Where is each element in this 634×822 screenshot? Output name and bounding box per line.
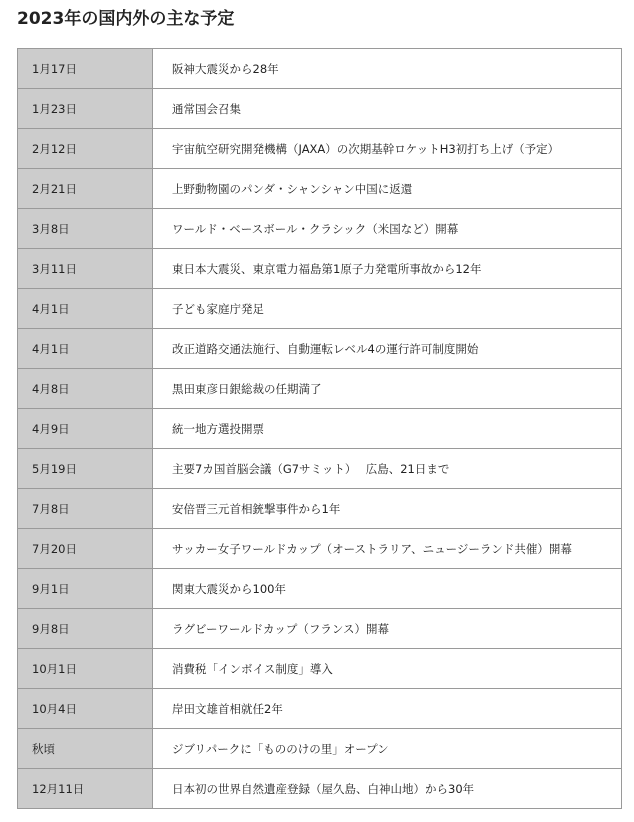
table-row: [18, 769, 622, 809]
table-row: [18, 409, 622, 449]
event-cell: ラグビーワールドカップ（フランス）開幕: [153, 609, 622, 649]
event-cell: 通常国会召集: [153, 89, 622, 129]
date-cell: 2月21日: [18, 169, 153, 209]
date-cell: 7月20日: [18, 529, 153, 569]
date-cell: 4月9日: [18, 409, 153, 449]
date-cell: 4月1日: [18, 289, 153, 329]
date-cell: 7月8日: [18, 489, 153, 529]
date-cell: 1月23日: [18, 89, 153, 129]
table-row: [18, 449, 622, 489]
event-cell: 統一地方選投開票: [153, 409, 622, 449]
table-row: [18, 569, 622, 609]
event-cell: 日本初の世界自然遺産登録（屋久島、白神山地）から30年: [153, 769, 622, 809]
event-cell: 宇宙航空研究開発機構（JAXA）の次期基幹ロケットH3初打ち上げ（予定）: [153, 129, 622, 169]
table-row: [18, 529, 622, 569]
event-cell: 関東大震災から100年: [153, 569, 622, 609]
event-cell: 安倍晋三元首相銃撃事件から1年: [153, 489, 622, 529]
table-row: [18, 729, 622, 769]
table-row: [18, 249, 622, 289]
date-cell: 5月19日: [18, 449, 153, 489]
date-cell: 10月1日: [18, 649, 153, 689]
event-cell: ワールド・ベースボール・クラシック（米国など）開幕: [153, 209, 622, 249]
event-cell: 主要7カ国首脳会議（G7サミット） 広島、21日まで: [153, 449, 622, 489]
date-cell: 12月11日: [18, 769, 153, 809]
event-cell: 消費税「インボイス制度」導入: [153, 649, 622, 689]
date-cell: 2月12日: [18, 129, 153, 169]
table-row: [18, 609, 622, 649]
event-cell: 子ども家庭庁発足: [153, 289, 622, 329]
event-cell: 阪神大震災から28年: [153, 49, 622, 89]
date-cell: 3月8日: [18, 209, 153, 249]
date-cell: 9月8日: [18, 609, 153, 649]
date-cell: 1月17日: [18, 49, 153, 89]
date-cell: 4月1日: [18, 329, 153, 369]
page-title: 2023年の国内外の主な予定: [17, 9, 235, 29]
table-row: [18, 89, 622, 129]
table-row: [18, 369, 622, 409]
event-cell: ジブリパークに「もののけの里」オープン: [153, 729, 622, 769]
table-row: [18, 689, 622, 729]
table-row: [18, 289, 622, 329]
event-cell: 東日本大震災、東京電力福島第1原子力発電所事故から12年: [153, 249, 622, 289]
table-row: [18, 129, 622, 169]
table-row: [18, 649, 622, 689]
event-cell: 上野動物園のパンダ・シャンシャン中国に返還: [153, 169, 622, 209]
date-cell: 3月11日: [18, 249, 153, 289]
date-cell: 秋頃: [18, 729, 153, 769]
schedule-table: [17, 48, 622, 809]
date-cell: 9月1日: [18, 569, 153, 609]
event-cell: 岸田文雄首相就任2年: [153, 689, 622, 729]
table-row: [18, 329, 622, 369]
table-row: [18, 489, 622, 529]
table-row: [18, 49, 622, 89]
table-row: [18, 209, 622, 249]
date-cell: 10月4日: [18, 689, 153, 729]
event-cell: サッカー女子ワールドカップ（オーストラリア、ニュージーランド共催）開幕: [153, 529, 622, 569]
event-cell: 改正道路交通法施行、自動運転レベル4の運行許可制度開始: [153, 329, 622, 369]
date-cell: 4月8日: [18, 369, 153, 409]
table-row: [18, 169, 622, 209]
event-cell: 黒田東彦日銀総裁の任期満了: [153, 369, 622, 409]
